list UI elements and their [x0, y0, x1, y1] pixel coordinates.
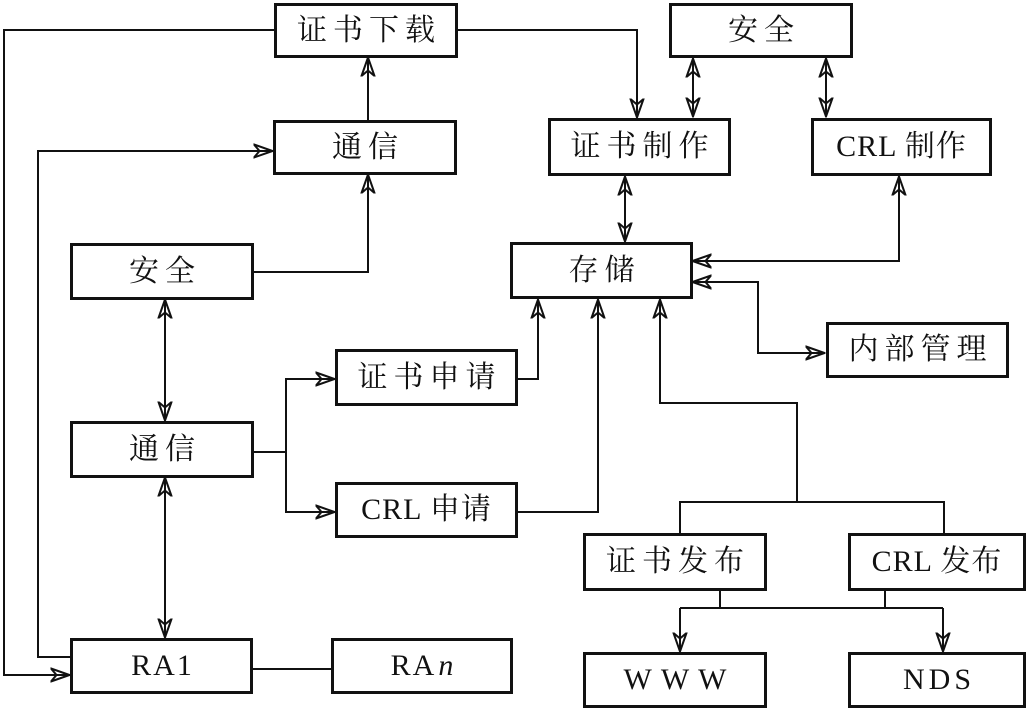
node-internal-mgmt: 内部管理 [826, 322, 1009, 378]
node-cert-apply: 证书申请 [335, 349, 518, 406]
node-cert-make: 证书制作 [548, 118, 731, 176]
edge-comm-left-to-cert-apply [253, 379, 333, 452]
edge-storage-internal-mgmt [694, 282, 823, 353]
ran-suffix: n [438, 649, 456, 682]
edge-comm-left-to-crl-apply [286, 452, 333, 512]
edge-security-left-to-comm-top [253, 176, 368, 272]
edge-storage-crl-make [694, 178, 899, 261]
edge-cert-download-to-cert-make [458, 30, 637, 116]
node-ra1: RA1 [70, 638, 253, 694]
edge-cert-apply-to-storage [517, 301, 538, 379]
node-comm-left: 通信 [70, 421, 254, 478]
node-security-top: 安全 [669, 3, 853, 58]
node-crl-apply: CRL 申请 [335, 482, 518, 538]
edge-publish-bus-top [680, 502, 944, 533]
node-ran [331, 638, 513, 694]
edge-cert-download-to-ra1 [4, 30, 274, 675]
node-cert-publish: 证书发布 [583, 533, 767, 591]
edge-ra1-to-comm-top [38, 151, 271, 657]
node-nds: NDS [848, 652, 1026, 708]
edge-publish-bus-bottom [680, 590, 943, 608]
node-security-left: 安全 [70, 243, 254, 300]
node-crl-publish: CRL 发布 [848, 533, 1026, 591]
node-cert-download: 证书下载 [274, 3, 458, 58]
node-storage: 存储 [510, 242, 693, 299]
ran-prefix: RA [390, 649, 437, 682]
edge-publish-to-storage [660, 301, 797, 502]
node-www: WWW [583, 652, 767, 708]
edge-crl-apply-to-storage [517, 301, 598, 512]
node-comm-top: 通信 [273, 120, 457, 175]
node-crl-make: CRL 制作 [811, 118, 992, 176]
